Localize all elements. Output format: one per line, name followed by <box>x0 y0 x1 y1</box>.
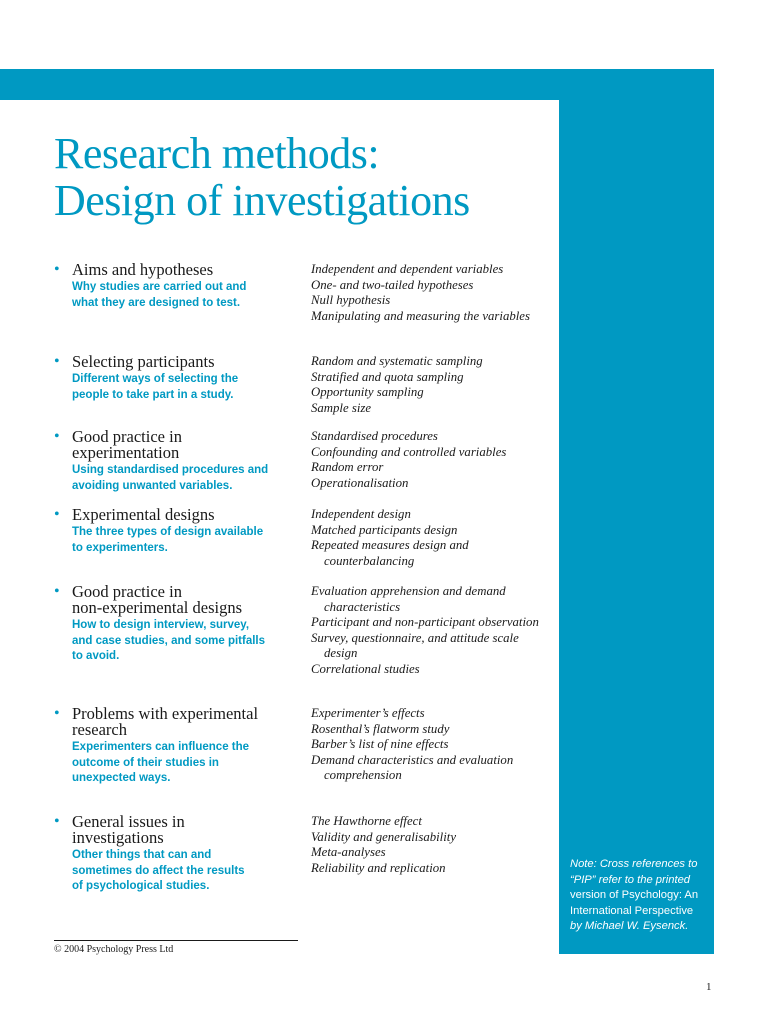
page-number: 1 <box>706 981 712 993</box>
section-topics <box>311 354 551 416</box>
topic-item: Reliability and replication <box>311 860 446 875</box>
section-topics <box>311 584 551 678</box>
topic-item: Rosenthal’s flatworm study <box>311 721 450 736</box>
section-heading-line: Good practice in <box>72 427 182 446</box>
footer-rule <box>54 940 298 941</box>
bullet-icon: • <box>54 428 60 445</box>
topic-item: Confounding and controlled variables <box>311 444 507 459</box>
topic-item: Evaluation apprehension and demand characteristics <box>311 584 506 614</box>
section-description-line: outcome of their studies in <box>72 756 219 769</box>
section-description <box>72 525 307 556</box>
topic-item: Null hypothesis <box>311 293 391 308</box>
side-note-part-1: Note: Cross references to “PIP” refer to the printed <box>570 858 698 886</box>
topic-item: Operationalisation <box>311 475 409 490</box>
section-description-line: to experimenters. <box>72 541 168 554</box>
section-description <box>72 618 307 665</box>
bullet-icon: • <box>54 506 60 523</box>
topic-item: Stratified and quota sampling <box>311 369 464 384</box>
topic-item: Sample size <box>311 400 372 415</box>
topic-item: Matched participants design <box>311 522 458 537</box>
section-heading-line: non-experimental designs <box>72 598 242 617</box>
page-title <box>54 130 554 224</box>
section-heading-line: Aims and hypotheses <box>72 260 214 279</box>
section-heading <box>72 706 312 738</box>
side-note-part-3: by Michael W. Eysenck. <box>570 920 689 932</box>
section-heading-line: experimentation <box>72 443 180 462</box>
section-description-line: How to design interview, survey, <box>72 619 250 631</box>
section-heading <box>72 354 312 370</box>
topic-item: Experimenter’s effects <box>311 706 425 720</box>
topic-item: Validity and generalisability <box>311 829 457 844</box>
topic-item: Survey, questionnaire, and attitude scale design <box>311 630 519 661</box>
section-description-line: Why studies are carried out and <box>72 281 247 293</box>
section-description-line: sometimes do affect the results <box>72 864 245 877</box>
section-heading-line: Selecting participants <box>72 352 215 371</box>
side-note <box>570 857 705 935</box>
section-topics <box>311 507 551 569</box>
section-description <box>72 848 307 895</box>
section-description <box>72 463 307 494</box>
page-title-line-2: Design of investigations <box>54 176 470 225</box>
section-description-line: Different ways of selecting the <box>72 373 239 385</box>
section-description <box>72 740 307 787</box>
topic-item: Meta-analyses <box>311 845 386 860</box>
section-topics <box>311 706 551 784</box>
section-topics <box>311 429 551 491</box>
topic-item: Demand characteristics and evaluation comprehension <box>311 752 514 783</box>
topic-item: The Hawthorne effect <box>311 814 422 828</box>
section-heading <box>72 507 312 523</box>
section-description-line: to avoid. <box>72 650 120 663</box>
topic-item: One- and two-tailed hypotheses <box>311 277 474 292</box>
section-heading <box>72 584 312 616</box>
section-description-line: what they are designed to test. <box>72 296 241 309</box>
topic-item: Independent design <box>311 507 411 521</box>
topic-item: Random error <box>311 460 384 475</box>
topic-item: Participant and non-participant observation <box>311 615 539 630</box>
section-heading <box>72 814 312 846</box>
copyright: © 2004 Psychology Press Ltd <box>54 944 174 955</box>
topic-item: Repeated measures design and counterbalancing <box>311 538 469 568</box>
section-topics <box>311 814 551 876</box>
section-heading <box>72 262 312 278</box>
section-description-line: The three types of design available <box>72 526 264 538</box>
section-heading-line: investigations <box>72 828 164 847</box>
bullet-icon: • <box>54 583 60 600</box>
section-description <box>72 280 307 311</box>
bullet-icon: • <box>54 353 60 370</box>
section-description-line: unexpected ways. <box>72 772 171 785</box>
topic-item: Opportunity sampling <box>311 385 424 400</box>
bullet-icon: • <box>54 705 60 722</box>
topic-item: Correlational studies <box>311 661 420 676</box>
section-description-line: Using standardised procedures and <box>72 464 269 476</box>
topic-item: Manipulating and measuring the variables <box>311 308 530 323</box>
section-topics <box>311 262 551 324</box>
side-color-band <box>559 69 714 954</box>
section-description <box>72 372 307 403</box>
topic-item: Barber’s list of nine effects <box>311 737 449 752</box>
side-note-part-2: version of Psychology: An International Perspective <box>570 889 699 917</box>
section-description-line: avoiding unwanted variables. <box>72 479 233 492</box>
section-description-line: of psychological studies. <box>72 880 210 893</box>
section-description-line: people to take part in a study. <box>72 388 234 401</box>
section-heading-line: Problems with experimental <box>72 704 259 723</box>
bullet-icon: • <box>54 813 60 830</box>
section-description-line: Other things that can and <box>72 849 212 861</box>
section-heading-line: Experimental designs <box>72 505 215 524</box>
section-description-line: Experimenters can influence the <box>72 741 250 753</box>
section-heading-line: Good practice in <box>72 582 182 601</box>
section-heading-line: General issues in <box>72 812 185 831</box>
section-heading-line: research <box>72 720 127 739</box>
topic-item: Standardised procedures <box>311 429 438 443</box>
section-heading <box>72 429 312 461</box>
bullet-icon: • <box>54 261 60 278</box>
topic-item: Independent and dependent variables <box>311 262 504 276</box>
topic-item: Random and systematic sampling <box>311 354 483 368</box>
section-description-line: and case studies, and some pitfalls <box>72 634 266 647</box>
page-title-line-1: Research methods: <box>54 129 380 178</box>
